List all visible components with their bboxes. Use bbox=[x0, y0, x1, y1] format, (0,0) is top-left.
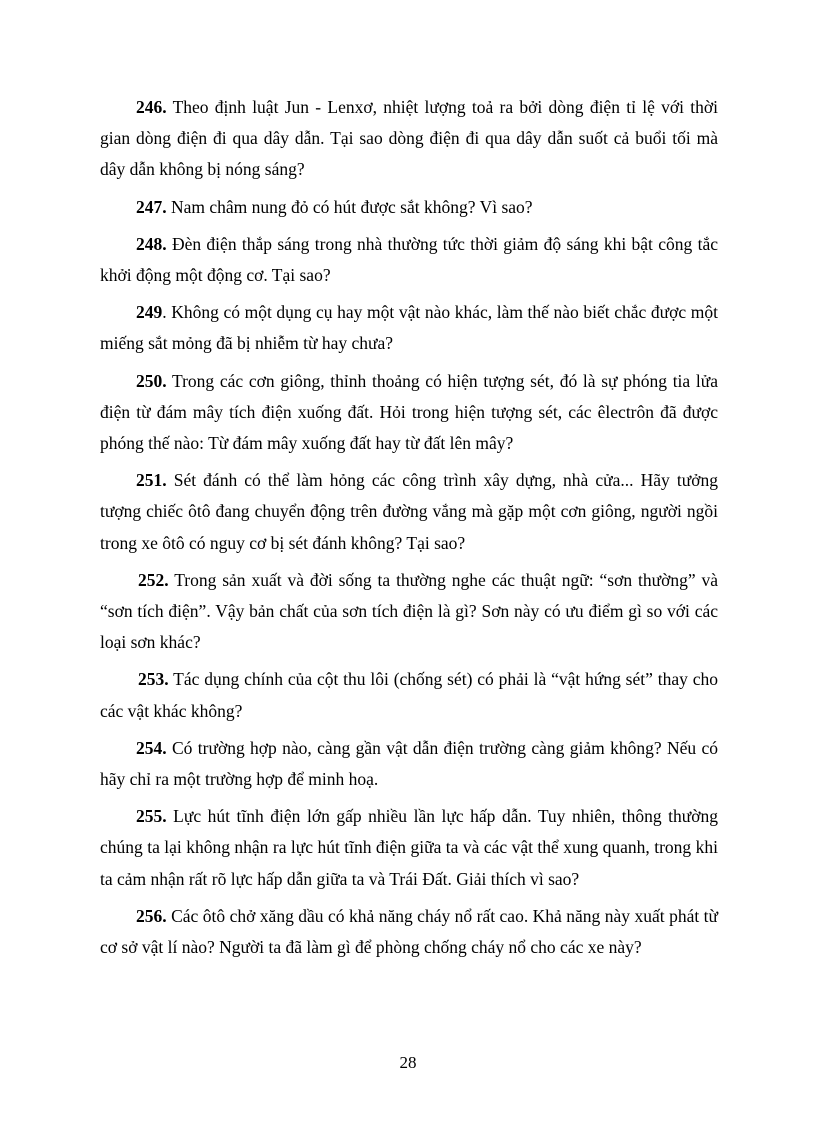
question-text: Trong các cơn giông, thỉnh thoảng có hiện tượng sét, đó là sự phóng tia lửa điện từ đám mây tích điện xuống đất. Hỏi trong hiện tượng sét, các êlectrôn đã được phóng thế nào: Từ đám mây xuống đất hay từ đất lên mây? bbox=[100, 370, 718, 454]
page-content bbox=[100, 92, 718, 969]
question-249 bbox=[100, 297, 718, 359]
question-text: Tác dụng chính của cột thu lôi (chống sét) có phải là “vật hứng sét” thay cho các vật khác không? bbox=[100, 669, 718, 721]
question-number: 256. bbox=[136, 905, 167, 926]
question-text: Lực hút tĩnh điện lớn gấp nhiều lần lực hấp dẫn. Tuy nhiên, thông thường chúng ta lại không nhận ra lực hút tĩnh điện giữa ta và các vật thể xung quanh, trong khi ta cảm nhận rất rõ lực hấp dẫn giữa ta và Trái Đất. Giải thích vì sao? bbox=[100, 806, 718, 889]
question-text: . Không có một dụng cụ hay một vật nào khác, làm thế nào biết chắc được một miếng sắt mỏng đã bị nhiễm từ hay chưa? bbox=[100, 302, 718, 354]
question-text: Trong sản xuất và đời sống ta thường nghe các thuật ngữ: “sơn thường” và “sơn tích điện”. Vậy bản chất của sơn tích điện là gì? Sơn này có ưu điểm gì so với các loại sơn khác? bbox=[100, 569, 718, 653]
question-text: Sét đánh có thể làm hỏng các công trình xây dựng, nhà cửa... Hãy tưởng tượng chiếc ôtô đang chuyển động trên đường vắng mà gặp một cơn giông, người ngồi trong xe ôtô có nguy cơ bị sét đánh không? Tại sao? bbox=[100, 470, 718, 553]
question-text: Có trường hợp nào, càng gần vật dẫn điện trường càng giảm không? Nếu có hãy chỉ ra một trường hợp để minh hoạ. bbox=[100, 737, 718, 790]
question-number: 251. bbox=[136, 470, 167, 491]
question-number: 246. bbox=[136, 97, 167, 117]
question-251 bbox=[100, 465, 718, 559]
question-number: 250. bbox=[136, 370, 167, 391]
question-246 bbox=[100, 92, 718, 186]
question-text: Theo định luật Jun - Lenxơ, nhiệt lượng toả ra bởi dòng điện tỉ lệ với thời gian dòng điện đi qua dây dẫn. Tại sao dòng điện đi qua dây dẫn suốt cả buổi tối mà dây dẫn không bị nóng sáng? bbox=[100, 97, 718, 180]
question-number: 254. bbox=[136, 737, 167, 758]
question-247 bbox=[100, 192, 718, 223]
question-number: 252. bbox=[138, 569, 169, 590]
question-number: 248. bbox=[136, 233, 167, 254]
question-255 bbox=[100, 801, 718, 895]
question-text: Đèn điện thắp sáng trong nhà thường tức thời giảm độ sáng khi bật công tắc khởi động một động cơ. Tại sao? bbox=[100, 233, 718, 286]
question-250 bbox=[100, 366, 718, 460]
question-253 bbox=[100, 664, 718, 726]
question-252 bbox=[100, 565, 718, 659]
page-number: 28 bbox=[399, 1053, 417, 1072]
question-number: 247. bbox=[136, 196, 167, 217]
question-248 bbox=[100, 229, 718, 291]
question-text: Nam châm nung đỏ có hút được sắt không? Vì sao? bbox=[166, 196, 533, 217]
question-number: 253. bbox=[138, 669, 169, 690]
question-256 bbox=[100, 901, 718, 963]
question-text: Các ôtô chở xăng dầu có khả năng cháy nổ rất cao. Khả năng này xuất phát từ cơ sở vật lí nào? Người ta đã làm gì để phòng chống cháy nổ cho các xe này? bbox=[100, 905, 718, 958]
question-number: 255. bbox=[136, 806, 167, 827]
question-number: 249 bbox=[136, 302, 163, 323]
question-254 bbox=[100, 733, 718, 795]
